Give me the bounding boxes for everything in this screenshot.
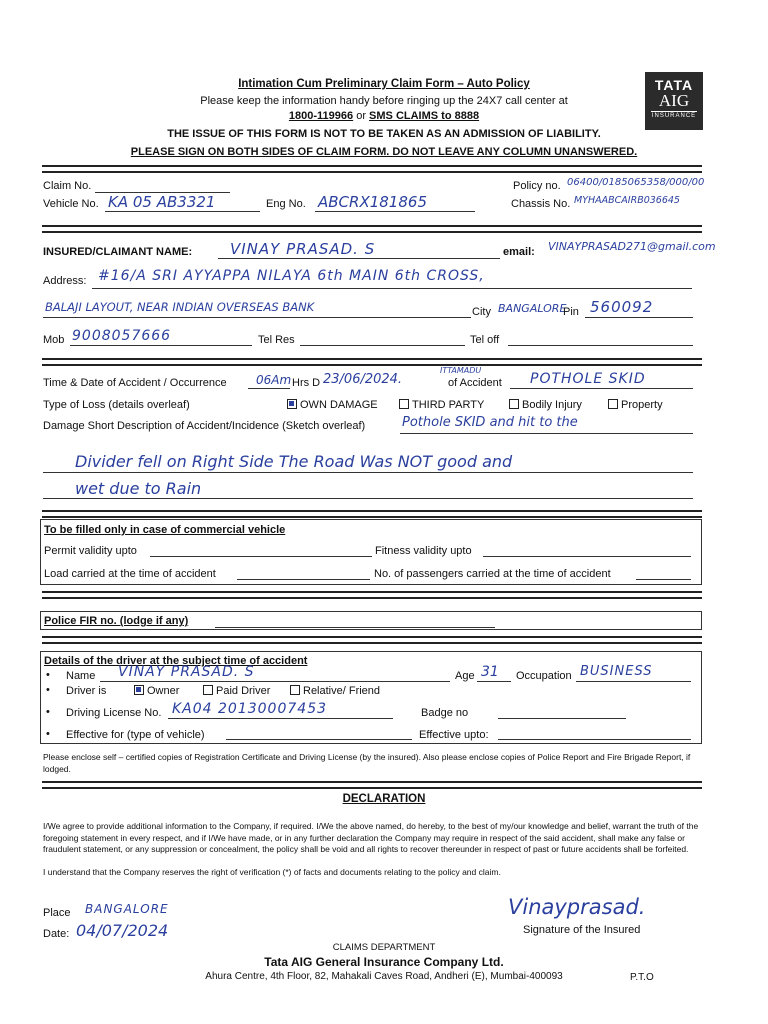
- license-value[interactable]: KA04 20130007453: [172, 701, 328, 717]
- enclose-note: Please enclose self – certified copies of Registration Certificate and Driving License (by the insured). Also please enclose copies of Police Report and Fire Brigade Report, if lodged.: [43, 752, 691, 774]
- city-label: City: [472, 306, 491, 318]
- form-title: Intimation Cum Preliminary Claim Form – Auto Policy: [238, 78, 530, 90]
- property-checkbox[interactable]: [608, 399, 618, 409]
- header-line1: Please keep the information handy before ringing up the 24X7 call center at: [200, 95, 568, 107]
- pin-rule: [585, 317, 693, 318]
- address-line2-rule: [43, 317, 471, 318]
- accident-cause-value[interactable]: POTHOLE SKID: [530, 371, 646, 387]
- occupation-rule: [576, 681, 691, 682]
- bodily-injury-text: Bodily Injury: [522, 399, 582, 411]
- paid-driver-text: Paid Driver: [216, 685, 271, 697]
- bodily-injury-checkbox[interactable]: [509, 399, 519, 409]
- bullet: •: [46, 669, 50, 681]
- paid-driver-checkbox[interactable]: [203, 685, 213, 695]
- note-divider: [42, 781, 702, 789]
- own-damage-checkbox[interactable]: [287, 399, 297, 409]
- own-damage-text: OWN DAMAGE: [300, 399, 378, 411]
- logo-aig: AIG: [658, 91, 690, 110]
- property-text: Property: [621, 399, 663, 411]
- relative-text: Relative/ Friend: [303, 685, 381, 697]
- accident-date-value[interactable]: 23/06/2024.: [323, 372, 403, 387]
- age-label: Age: [455, 670, 475, 682]
- tel-off-label: Tel off: [470, 334, 500, 346]
- badge-field[interactable]: [498, 718, 626, 719]
- chassis-no-value[interactable]: MYHAABCAIRB036645: [574, 195, 680, 206]
- vehicle-no-label: Vehicle No.: [43, 198, 99, 210]
- accident-time-value[interactable]: 06Am: [256, 373, 292, 387]
- policy-no-value[interactable]: 06400/0185065358/000/00: [567, 177, 705, 188]
- commercial-title: To be filled only in case of commercial vehicle: [44, 524, 286, 536]
- damage-desc-line2[interactable]: Divider fell on Right Side The Road Was NOT good and: [75, 452, 513, 471]
- company-address: Ahura Centre, 4th Floor, 82, Mahakali Caves Road, Andheri (E), Mumbai-400093: [205, 971, 563, 982]
- email-label: email:: [503, 246, 535, 258]
- license-label: Driving License No.: [66, 707, 162, 719]
- mob-value[interactable]: 9008057666: [72, 328, 172, 344]
- driver-is-label: Driver is: [66, 685, 107, 697]
- eng-no-label: Eng No.: [266, 198, 306, 210]
- insured-name-line: [218, 258, 500, 259]
- accident-cause-rule: [510, 388, 693, 389]
- eng-no-line: [315, 211, 475, 212]
- city-value[interactable]: BANGALORE: [498, 302, 567, 315]
- tel-res-label: Tel Res: [258, 334, 295, 346]
- hrs-label: Hrs D: [292, 377, 321, 389]
- occupation-label: Occupation: [516, 670, 572, 682]
- address-line2[interactable]: BALAJI LAYOUT, NEAR INDIAN OVERSEAS BANK: [45, 300, 315, 314]
- or-text: or: [353, 110, 370, 122]
- liability-notice: THE ISSUE OF THIS FORM IS NOT TO BE TAKEN AS AN ADMISSION OF LIABILITY.: [167, 128, 601, 140]
- third-party-checkbox[interactable]: [399, 399, 409, 409]
- effective-for-field[interactable]: [226, 739, 412, 740]
- third-party-text: THIRD PARTY: [412, 399, 485, 411]
- insured-signature: Vinayprasad.: [508, 895, 646, 919]
- logo-insurance: INSURANCE: [651, 113, 697, 119]
- address-label: Address:: [43, 275, 87, 287]
- effective-upto-field[interactable]: [498, 739, 691, 740]
- accident-cause-label: of Accident: [448, 377, 502, 389]
- police-fir-field[interactable]: [215, 627, 495, 628]
- bullet: •: [46, 706, 50, 718]
- email-value[interactable]: VINAYPRASAD271@gmail.com: [548, 240, 716, 253]
- declaration-title: DECLARATION: [342, 793, 426, 805]
- loss-own-damage[interactable]: [287, 399, 378, 411]
- insured-name-label: INSURED/CLAIMANT NAME:: [43, 246, 193, 258]
- date-label: Date:: [43, 928, 70, 940]
- pto-label: P.T.O: [630, 972, 654, 983]
- sign-notice: PLEASE SIGN ON BOTH SIDES OF CLAIM FORM. DO NOT LEAVE ANY COLUMN UNANSWERED.: [130, 146, 638, 158]
- accident-time-label: Time & Date of Accident / Occurrence: [43, 377, 227, 389]
- police-fir-label: Police FIR no. (lodge if any): [44, 615, 189, 627]
- police-divider: [42, 636, 702, 644]
- owner-text: Owner: [147, 685, 180, 697]
- claims-dept: CLAIMS DEPARTMENT: [332, 942, 436, 953]
- license-rule: [168, 718, 393, 719]
- declaration-para2: I understand that the Company reserves the right of verification (*) of facts and documents relating to the policy and claim.: [43, 867, 501, 877]
- insured-divider: [42, 358, 702, 366]
- tel-res-field[interactable]: [300, 345, 465, 346]
- driver-relative-option[interactable]: [290, 685, 380, 697]
- fitness-field[interactable]: [483, 556, 691, 557]
- damage-desc-label: Damage Short Description of Accident/Incidence (Sketch overleaf): [43, 420, 366, 432]
- desc-rule2: [43, 472, 693, 473]
- claim-no-label: Claim No.: [43, 180, 92, 192]
- occupation-value[interactable]: BUSINESS: [580, 664, 653, 679]
- call-center-phone: 1800-119966: [288, 110, 354, 122]
- loss-property[interactable]: [608, 399, 663, 411]
- address-line1[interactable]: #16/A SRI AYYAPPA NILAYA 6th MAIN 6th CROSS,: [98, 268, 485, 284]
- vehicle-no-value[interactable]: KA 05 AB3321: [108, 193, 216, 211]
- chassis-no-label: Chassis No.: [511, 198, 571, 210]
- accident-place-annotation: ITTAMADU: [440, 366, 482, 375]
- vehicle-no-line: [105, 211, 260, 212]
- insured-name-value[interactable]: VINAY PRASAD. S: [230, 240, 376, 258]
- sms-claims: SMS CLAIMS to 8888: [369, 110, 480, 122]
- driver-paid-option[interactable]: [203, 685, 270, 697]
- damage-desc-line3[interactable]: wet due to Rain: [75, 479, 202, 498]
- pin-value[interactable]: 560092: [590, 298, 654, 316]
- address-line1-rule: [92, 288, 692, 289]
- driver-title: Details of the driver at the subject time of accident: [44, 655, 308, 667]
- tel-off-field[interactable]: [508, 345, 693, 346]
- commercial-divider: [42, 591, 702, 599]
- loss-type-label: Type of Loss (details overleaf): [43, 399, 190, 411]
- relative-checkbox[interactable]: [290, 685, 300, 695]
- date-value[interactable]: 04/07/2024: [76, 921, 169, 940]
- desc-rule3: [43, 498, 693, 499]
- logo-tata: TATA: [654, 77, 694, 93]
- tata-aig-logo: [645, 72, 703, 130]
- fitness-label: Fitness validity upto: [375, 545, 472, 557]
- driver-name-rule: [100, 681, 450, 682]
- bullet: •: [46, 728, 50, 740]
- pin-label: Pin: [563, 306, 579, 318]
- damage-desc-line1[interactable]: Pothole SKID and hit to the: [402, 415, 578, 430]
- declaration-para1: I/We agree to provide additional information to the Company, if required. I/We the above named, do hereby, to the best of my/our knowledge and belief, warrant the truth of the foregoing statement in every respect, and if I/We have made, or in any further declaration the Company may require in respect of the said accident, shall make any false or fraudulent statement, or any suppression or concealment, the policy shall be void and all rights to recover thereunder in respect of past or future accidents shall be forfeited.: [43, 821, 699, 854]
- permit-label: Permit validity upto: [44, 545, 137, 557]
- signature-label: Signature of the Insured: [523, 924, 641, 936]
- accident-time-rule: [248, 388, 290, 389]
- place-label: Place: [43, 907, 71, 919]
- mob-rule: [70, 345, 252, 346]
- load-field[interactable]: [237, 579, 370, 580]
- age-rule: [477, 681, 511, 682]
- desc-rule1: [400, 433, 693, 434]
- driver-owner-option[interactable]: [134, 685, 179, 697]
- loss-third-party[interactable]: [399, 399, 484, 411]
- load-label: Load carried at the time of accident: [44, 568, 216, 580]
- effective-for-label: Effective for (type of vehicle): [66, 729, 205, 741]
- permit-field[interactable]: [150, 556, 372, 557]
- policy-no-label: Policy no.: [513, 180, 561, 192]
- passengers-field[interactable]: [636, 579, 691, 580]
- bullet: •: [46, 684, 50, 696]
- place-value[interactable]: BANGALORE: [85, 902, 169, 916]
- effective-upto-label: Effective upto:: [419, 729, 489, 741]
- passengers-label: No. of passengers carried at the time of accident: [374, 568, 611, 580]
- age-value[interactable]: 31: [481, 664, 499, 680]
- header-divider: [42, 165, 702, 173]
- accident-divider: [42, 510, 702, 518]
- loss-bodily-injury[interactable]: [509, 399, 582, 411]
- company-name: Tata AIG General Insurance Company Ltd.: [264, 955, 504, 969]
- driver-name-value[interactable]: VINAY PRASAD. S: [118, 664, 255, 680]
- claim-divider: [42, 225, 702, 233]
- eng-no-value[interactable]: ABCRX181865: [318, 193, 427, 211]
- owner-checkbox[interactable]: [134, 685, 144, 695]
- mob-label: Mob: [43, 334, 65, 346]
- badge-label: Badge no: [421, 707, 469, 719]
- driver-name-label: Name: [66, 670, 96, 682]
